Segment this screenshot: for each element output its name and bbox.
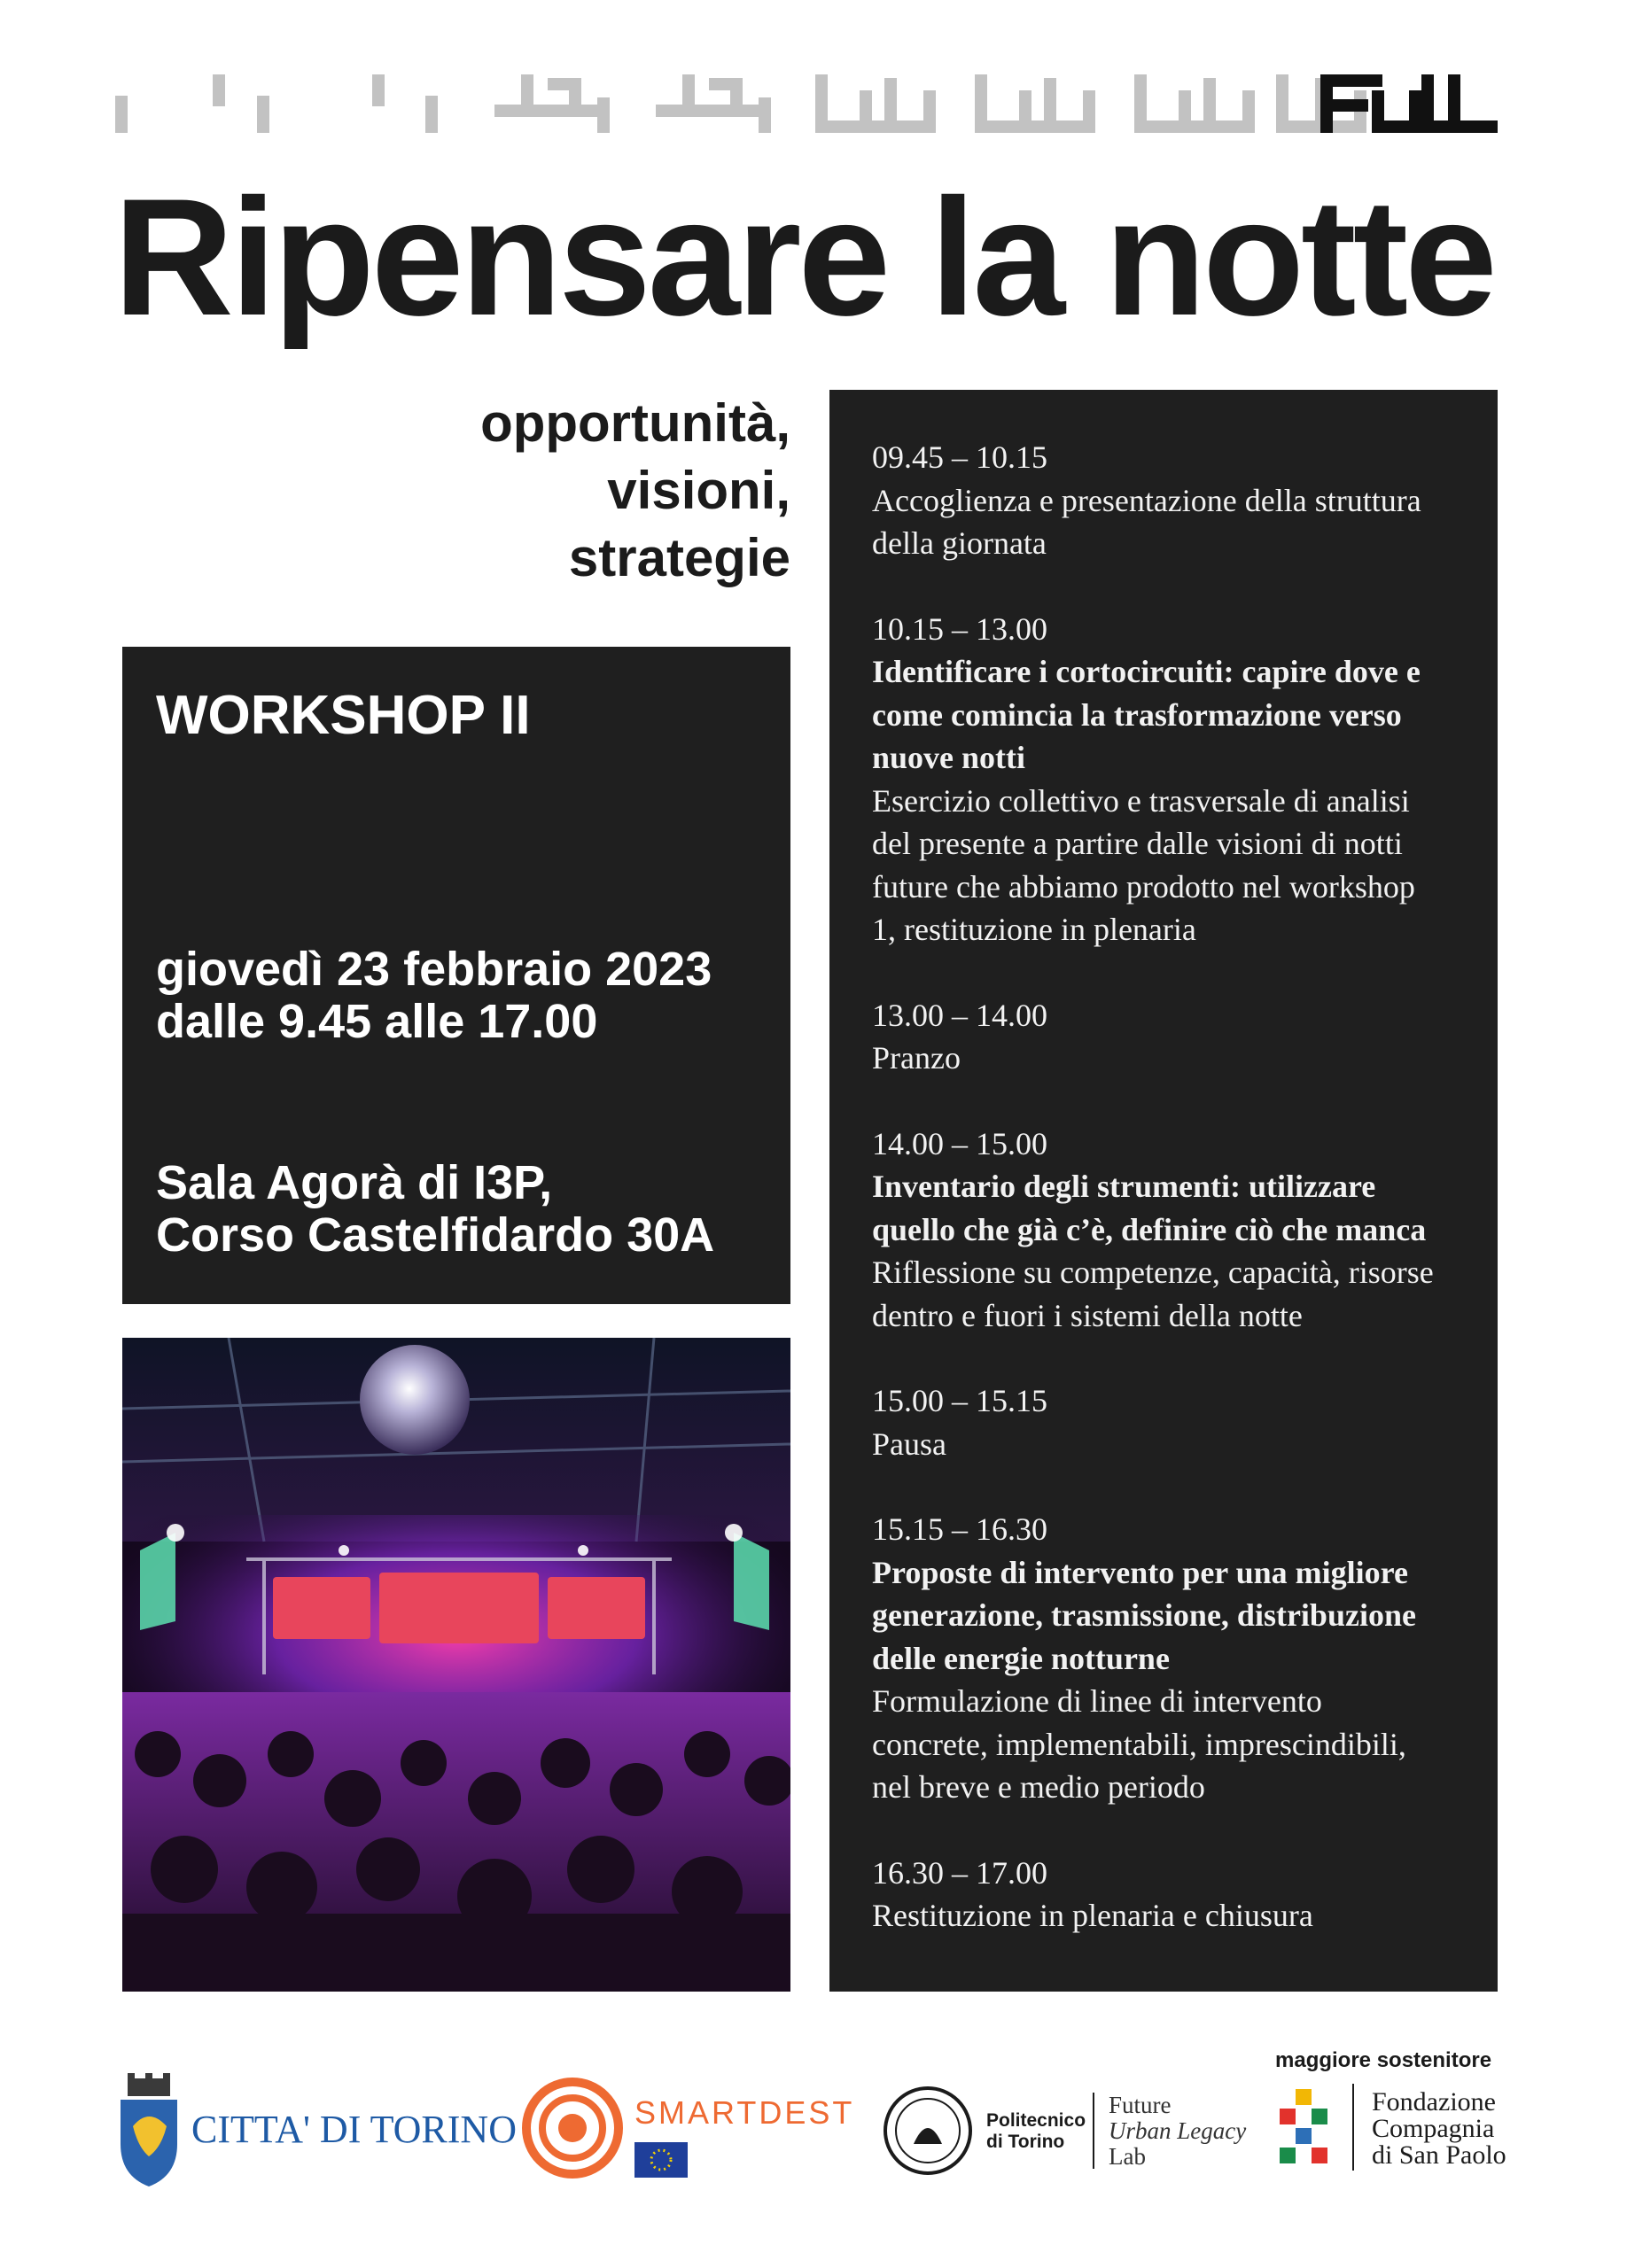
schedule-description: dentro e fuori i sistemi della notte (872, 1297, 1303, 1333)
schedule-description: Pranzo (872, 1040, 961, 1076)
schedule-description: concrete, implementabili, imprescindibili, (872, 1726, 1406, 1762)
schedule-description: Accoglienza e presentazione della struttura (872, 482, 1421, 518)
page-title: Ripensare la notte (113, 164, 1494, 350)
smartdest-circles-icon (521, 2073, 627, 2188)
schedule-description: Pausa (872, 1425, 946, 1462)
compagnia-line: Compagnia (1372, 2114, 1495, 2143)
event-venue: Sala Agorà di I3P, (156, 1156, 553, 1209)
schedule-item (872, 1122, 1475, 1338)
schedule-session-title: Identificare i cortocircuiti: capire dove e (872, 654, 1421, 689)
smartdest-label: SMARTDEST (634, 2094, 855, 2131)
schedule-time: 13.00 – 14.00 (872, 997, 1047, 1033)
schedule-description: Riflessione su competenze, capacità, risorse (872, 1254, 1434, 1290)
schedule-item (872, 608, 1475, 951)
schedule-item (872, 1508, 1475, 1809)
logo-divider (1093, 2093, 1094, 2169)
schedule-time: 15.00 – 15.15 (872, 1383, 1047, 1418)
header-pattern (115, 71, 1498, 133)
politecnico-line: Politecnico (986, 2110, 1086, 2131)
compagnia-squares-icon (1276, 2089, 1333, 2163)
schedule-session-title: come comincia la trasformazione verso (872, 696, 1402, 733)
schedule-description: Restituzione in plenaria e chiusura (872, 1898, 1313, 1933)
fullab-label (1109, 2093, 1246, 2170)
schedule-time: 14.00 – 15.00 (872, 1125, 1047, 1161)
schedule-description: 1, restituzione in plenaria (872, 912, 1196, 947)
schedule-time: 10.15 – 13.00 (872, 610, 1047, 647)
citta-di-torino-logo (115, 2073, 517, 2188)
schedule-description: Formulazione di linee di intervento (872, 1683, 1322, 1719)
schedule-description: Esercizio collettivo e trasversale di analisi (872, 782, 1410, 819)
compagnia-line: di San Paolo (1372, 2140, 1506, 2170)
schedule-session-title: delle energie notturne (872, 1640, 1170, 1676)
schedule-item (872, 1852, 1475, 1938)
supporter-label: maggiore sostenitore (1275, 2048, 1492, 2072)
schedule-description: future che abbiamo prodotto nel workshop (872, 868, 1415, 905)
schedule-item (872, 1379, 1475, 1465)
event-time: dalle 9.45 alle 17.00 (156, 995, 598, 1048)
subtitle (337, 390, 790, 592)
schedule-list (872, 436, 1475, 1980)
compagnia-line: Fondazione (1372, 2087, 1496, 2117)
subtitle-line: visioni, (607, 461, 790, 520)
fullab-line: Future (1109, 2092, 1172, 2118)
smartdest-logo (521, 2073, 855, 2188)
logo-divider (1352, 2084, 1354, 2171)
schedule-session-title: nuove notti (872, 740, 1026, 775)
schedule-session-title: Proposte di intervento per una migliore (872, 1554, 1408, 1590)
compagnia-label (1372, 2089, 1506, 2169)
torino-label: CITTA' DI TORINO (191, 2108, 517, 2151)
politecnico-seal-icon (882, 2082, 975, 2179)
nightclub-photo (122, 1338, 790, 1992)
subtitle-line: opportunità, (480, 393, 790, 453)
compagnia-logo (1276, 2084, 1506, 2181)
schedule-description: della giornata (872, 525, 1047, 561)
schedule-time: 16.30 – 17.00 (872, 1854, 1047, 1891)
politecnico-label (986, 2110, 1086, 2153)
schedule-description: nel breve e medio periodo (872, 1769, 1205, 1805)
schedule-time: 09.45 – 10.15 (872, 439, 1047, 475)
event-info-box (122, 647, 790, 1304)
politecnico-logo (882, 2073, 1263, 2188)
torino-crest-icon (115, 2073, 183, 2188)
event-date: giovedì 23 febbraio 2023 (156, 943, 712, 996)
schedule-session-title: Inventario degli strumenti: utilizzare (872, 1169, 1376, 1204)
schedule-session-title: generazione, trasmissione, distribuzione (872, 1597, 1416, 1633)
schedule-time: 15.15 – 16.30 (872, 1511, 1047, 1547)
schedule-item (872, 994, 1475, 1080)
fullab-line: Lab (1109, 2143, 1146, 2170)
schedule-item (872, 436, 1475, 565)
eu-flag-icon (634, 2142, 688, 2178)
fullab-line: Urban Legacy (1109, 2117, 1247, 2144)
subtitle-line: strategie (568, 528, 790, 587)
event-address: Corso Castelfidardo 30A (156, 1208, 715, 1262)
schedule-session-title: quello che già c’è, definire ciò che manca (872, 1211, 1427, 1247)
schedule-panel (829, 390, 1498, 1992)
schedule-description: del presente a partire dalle visioni di notti (872, 826, 1403, 861)
workshop-label: WORKSHOP II (156, 685, 531, 746)
politecnico-line: di Torino (986, 2132, 1065, 2152)
